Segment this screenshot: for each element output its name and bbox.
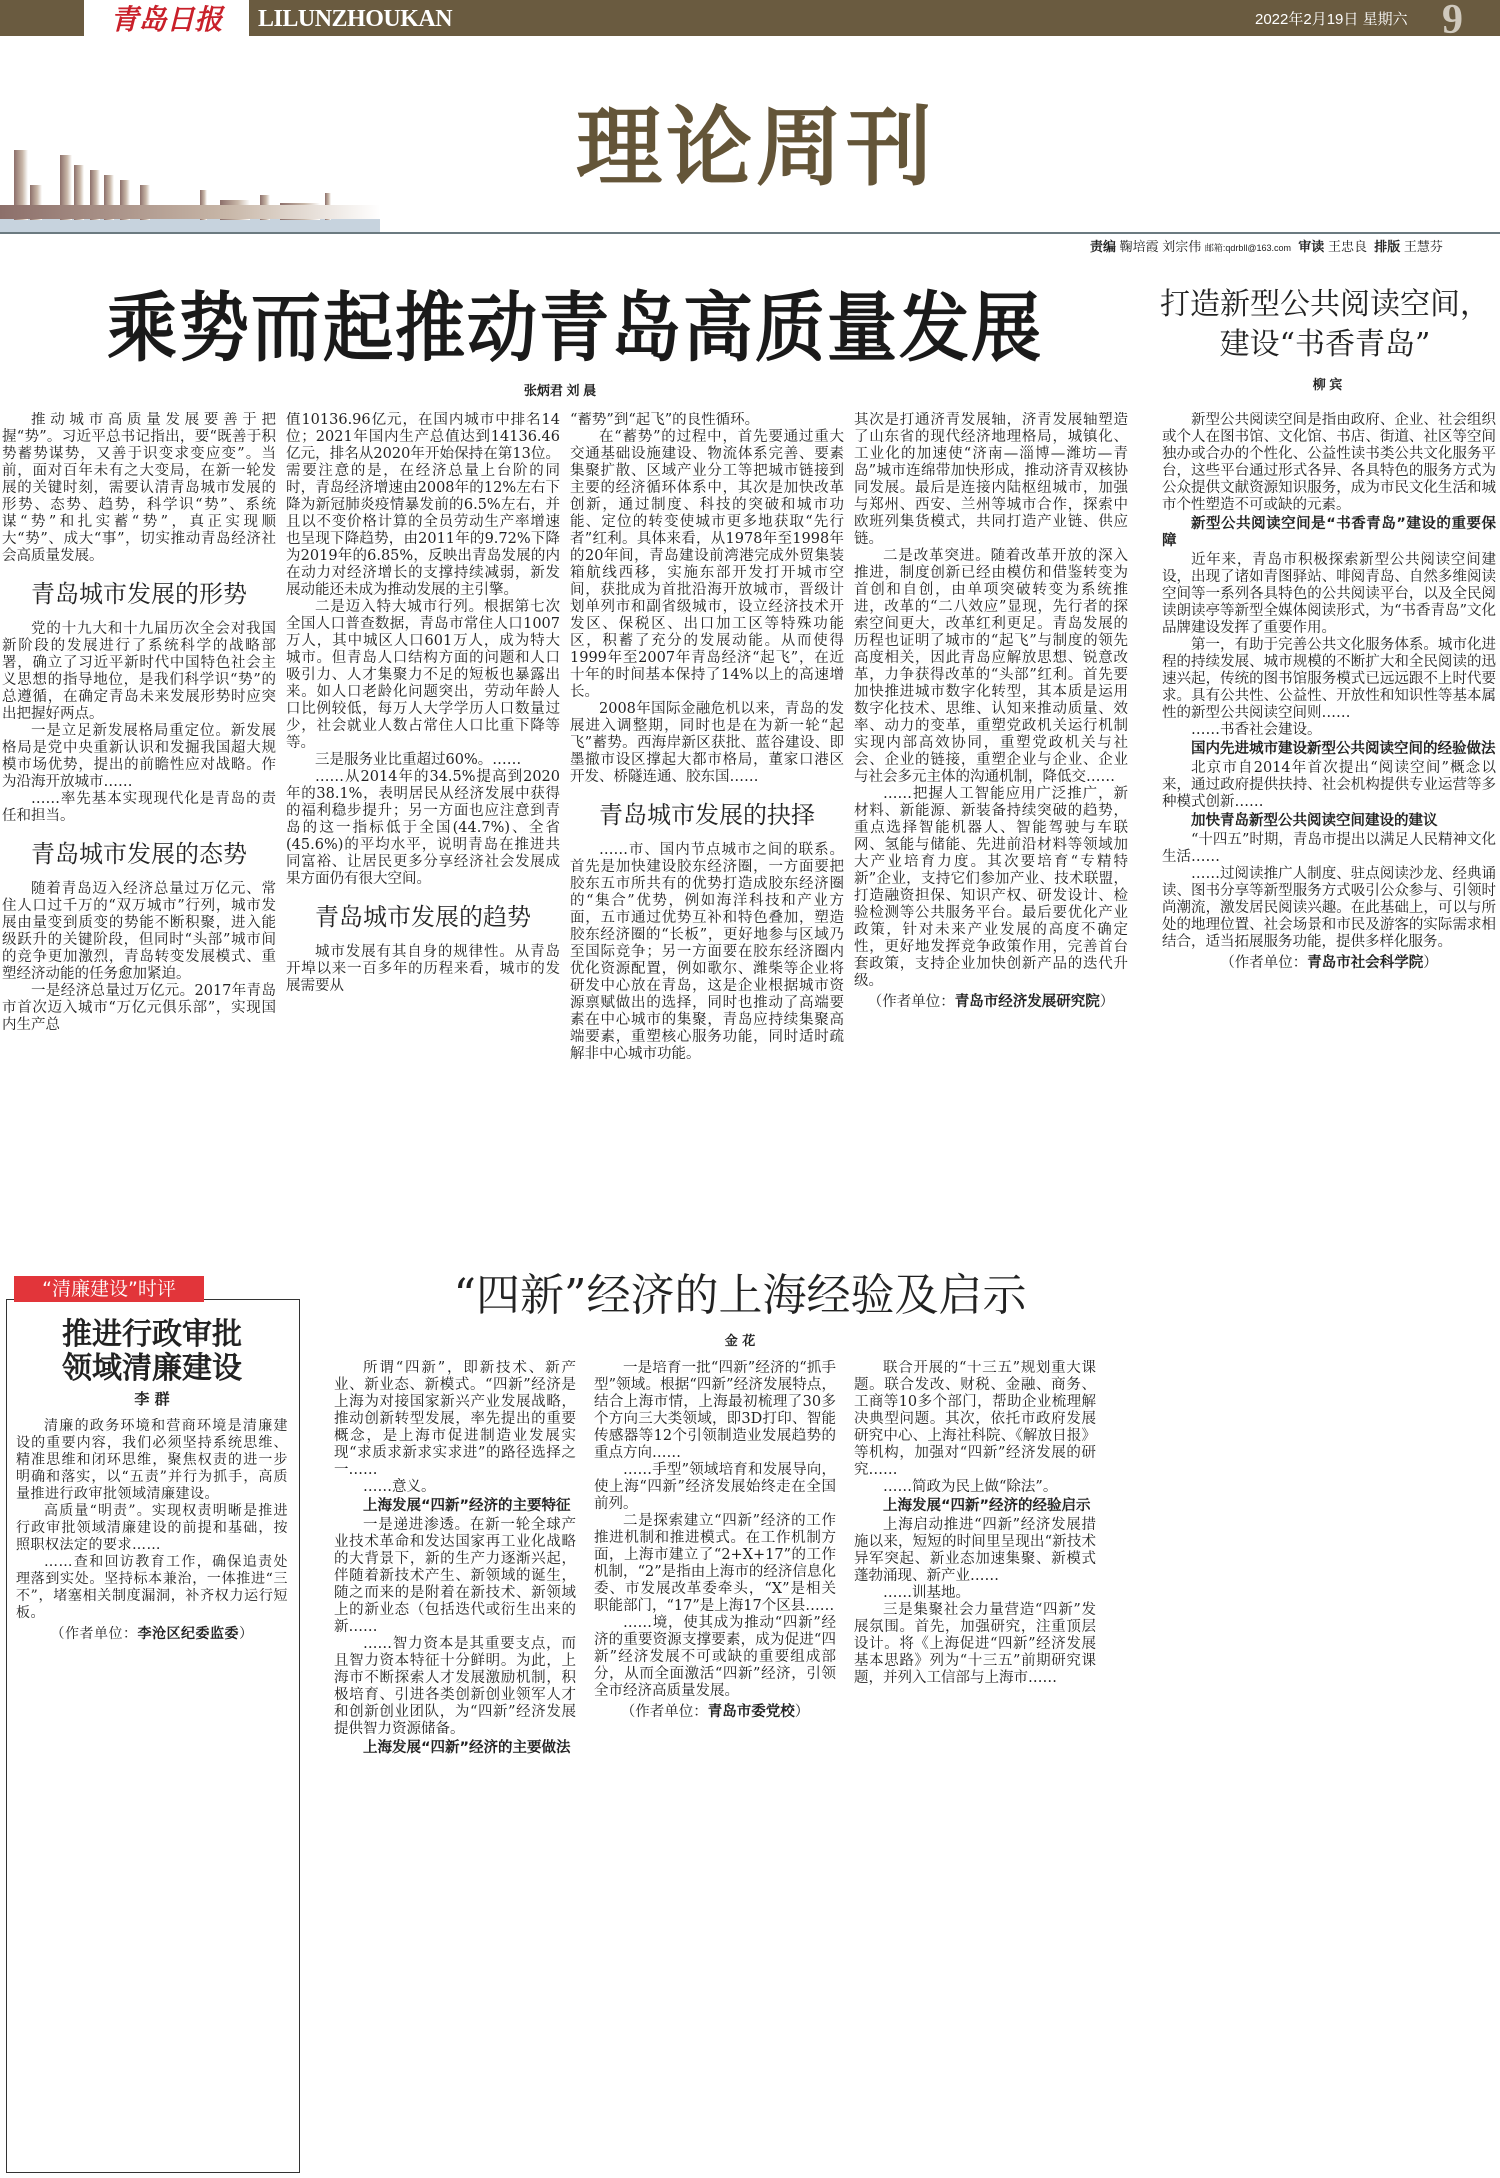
paragraph: 城市发展有其自身的规律性。从青岛开埠以来一百多年的历程来看，城市的发展需要从 (286, 944, 560, 994)
paragraph: 三是服务业比重超过60%。…… (315, 752, 522, 768)
paragraph: 其次是打通济青发展轴，济青发展轴塑造了山东省的现代经济地理格局，城镇化、工业化的加速使“济南—淄博—潍坊—青岛”城市连绵带加快形成，推动济青双核协同发展。最后是连接内陆枢纽城市，加强与郑州、西安、兰州等城市合作，探索中欧班列集货模式，共同打造产业链、供应链。 (854, 412, 1128, 547)
paragraph: ……境，使其成为推动“四新”经济的重要资源支撑要素，成为促进“四新”经济发展不可或缺的重要组成部分，从而全面激活“四新”经济，引领全市经济高质量发展。 (594, 1615, 836, 1699)
side-article-title (1150, 285, 1500, 365)
subsection-heading: 加快青岛新型公共阅读空间建设的建议 (1191, 813, 1438, 829)
city-skyline-image (0, 145, 380, 233)
paragraph: ……训基地。 (883, 1585, 970, 1601)
paragraph: 第一，有助于完善公共文化服务体系。城市化进程的持续发展、城市规模的不断扩大和全民阅读的迅速兴起，传统的图书馆服务模式已远远跟不上时代要求。具有公共性、公益性、开放性和知识性等基本属性的新型公共阅读空间则…… (1162, 637, 1496, 721)
affiliation-label: （作者单位： (620, 1704, 708, 1720)
side-article-byline: 柳 宾 (1312, 377, 1343, 392)
commentary-title-line2: 领域清廉建设 (62, 1351, 242, 1386)
paragraph: 随着青岛迈入经济总量过万亿元、常住人口过千万的“双万城市”行列，城市发展由量变到质变的势能不断积聚，进入能级跃升的关键阶段，但同时“头部”城市间的竞争更加激烈，青岛转变发展模式、重塑经济动能的任务愈加紧迫。 (2, 881, 276, 982)
editor-email: 邮箱:qdrbll@163.com (1204, 243, 1292, 253)
paragraph: 一是立足新发展格局重定位。新发展格局是党中央重新认识和发掘我国超大规模市场优势，提出的前瞻性应对战略。作为沿海开放城市…… (2, 723, 276, 790)
affiliation-label: （作者单位： (867, 994, 955, 1010)
author-affiliation (594, 1704, 836, 1721)
paragraph: 联合开展的“十三五”规划重大课题。联合发改、财税、金融、商务、工商等10多个部门，帮助企业梳理解决典型问题。其次，依托市政府发展研究中心、上海社科院、《解放日报》等机构，加强对“四新”经济发展的研究…… (854, 1360, 1096, 1478)
commentary-author: 李 群 (134, 1390, 170, 1408)
paragraph: ……简政为民上做“除法”。 (883, 1479, 1058, 1495)
paragraph: 所谓“四新”，即新技术、新产业、新业态、新模式。“四新”经济是上海为对接国家新兴产业发展战略，推动创新转型发展，率先提出的重要概念，是上海市促进制造业发展实现“求质求新求实求进”的路径选择之一…… (334, 1360, 576, 1478)
affiliation-close: ） (1099, 994, 1115, 1010)
affiliation-close: ） (239, 1626, 254, 1642)
newspaper-logo: 青岛日报 (84, 0, 249, 42)
paragraph: “蓄势”到“起飞”的良性循环。 (570, 412, 760, 428)
section-heading: 青岛城市发展的趋势 (315, 903, 531, 931)
paragraph: “十四五”时期，青岛市提出以满足人民精神文化生活…… (1162, 832, 1496, 865)
paragraph: 近年来，青岛市积极探索新型公共阅读空间建设，出现了诸如青图驿站、啡阅青岛、自然多维阅读空间等一系列各具特色的公共阅读平台，以及全民阅读朗读亭等新型全媒体阅读形式，为“书香青岛”文化品牌建设发挥了重要作用。 (1162, 552, 1496, 636)
section-heading: 青岛城市发展的形势 (31, 580, 247, 608)
editor-names: 鞠培霞 刘宗伟 (1119, 239, 1202, 254)
paragraph: 北京市自2014年首次提出“阅读空间”概念以来，通过政府提供扶持、社会机构提供专业运营等多种模式创新…… (1162, 760, 1496, 810)
paragraph: ……从2014年的34.5%提高到2020年的38.1%，表明居民从经济发展中获得的福利稳步提升；另一方面也应注意到青岛的这一指标低于全国(44.7%)、全省(45.6%)的平均水平，说明青岛在推进共同富裕、让居民更多分享经济社会发展成果方面仍有很大空间。 (286, 769, 560, 887)
proof-label: 审读 (1298, 239, 1325, 254)
header-divider (0, 232, 1500, 234)
layout-name: 王慧芬 (1403, 239, 1443, 254)
page-number: 9 (1442, 0, 1463, 43)
affiliation-label: （作者单位： (1220, 955, 1308, 971)
layout-label: 排版 (1374, 239, 1401, 254)
affiliation-close: ） (794, 1704, 810, 1720)
paragraph: 2008年国际金融危机以来，青岛的发展进入调整期，同时也是在为新一轮“起飞”蓄势。西海岸新区获批、蓝谷建设、即墨撤市设区撑起大都市格局，董家口港区开发、桥隧连通、胶东国…… (570, 701, 844, 785)
paragraph: 高质量“明责”。实现权责明晰是推进行政审批领域清廉建设的前提和基础，按照职权法定的要求…… (16, 1503, 288, 1553)
paragraph: 新型公共阅读空间是指由政府、企业、社会组织或个人在图书馆、文化馆、书店、街道、社区等空间独办或合办的个性化、公益性读书类公共文化服务平台，这些平台通过形式各异、各具特色的服务方式为公众提供文献资源知识服务，成为市民文化生活和城市个性塑造不可或缺的元素。 (1162, 412, 1496, 513)
subsection-heading: 新型公共阅读空间是“书香青岛”建设的重要保障 (1162, 516, 1496, 549)
paragraph: 推动城市高质量发展要善于把握“势”。习近平总书记指出，要“既善于积势蓄势谋势，又善于识变求变应变”。当前，面对百年未有之大变局，在新一轮发展的关键时刻，需要认清青岛城市发展的形势、态势、趋势，科学识“势”、系统谋“势”和扎实蓄“势”，真正实现顺大“势”、成大“事”，切实推动青岛经济社会高质量发展。 (2, 412, 276, 564)
subsection-heading: 上海发展“四新”经济的主要做法 (363, 1740, 571, 1756)
paragraph: 二是迈入特大城市行列。根据第七次全国人口普查数据，青岛市常住人口1007万人，其中城区人口601万人，成为特大城市。但青岛人口结构方面的问题和人口吸引力、人才集聚力不足的短板也暴露出来。如人口老龄化问题突出，劳动年龄人口比例较低，每万人大学学历人口数量过少，社会就业人数占常住人口比重下降等等。 (286, 599, 560, 751)
subsection-heading: 上海发展“四新”经济的经验启示 (883, 1498, 1091, 1514)
main-column-2 (286, 412, 560, 1220)
section-pinyin: LILUNZHOUKAN (258, 6, 453, 32)
section-heading: 青岛城市发展的态势 (31, 840, 247, 868)
paragraph: ……书香社会建设。 (1191, 722, 1322, 738)
four-new-column-2 (594, 1360, 836, 2174)
main-headline: 乘势而起推动青岛高质量发展 (107, 282, 1043, 373)
issue-date: 2022年2月19日 星期六 (1255, 11, 1408, 28)
author-affiliation (16, 1626, 288, 1643)
paragraph: 值10136.96亿元，在国内城市中排名14位；2021年国内生产总值达到14136.46亿元，排名从2020年开始保持在第13位。需要注意的是，在经济总量上台阶的同时，青岛经济增速由2008年的12%左右下降为新冠肺炎疫情暴发前的6.5%左右，并且以不变价格计算的全员劳动生产率增速也呈现下降趋势，由2011年的9.72%下降为2019年的6.85%，反映出青岛发展的内在动力对经济增长的支撑持续减弱，新发展动能还未成为推动发展的主引擎。 (286, 412, 560, 598)
subsection-heading: 国内先进城市建设新型公共阅读空间的经验做法 (1191, 741, 1496, 757)
four-new-column-1 (334, 1360, 576, 2174)
paragraph: 上海启动推进“四新”经济发展措施以来，短短的时间里呈现出“新技术异军突起、新业态加速集聚、新模式蓬勃涌现、新产业…… (854, 1517, 1096, 1584)
paragraph: ……率先基本实现现代化是青岛的责任和担当。 (2, 791, 276, 824)
commentary-title (6, 1318, 298, 1386)
commentary-tag: “清廉建设”时评 (14, 1276, 204, 1302)
affiliation-label: （作者单位： (50, 1626, 138, 1642)
paragraph: 清廉的政务环境和营商环境是清廉建设的重要内容，我们必须坚持系统思维、精准思维和闭环思维，聚焦权责的进一步明确和落实，以“五责”并行为抓手，高质量推进行政审批领域清廉建设。 (16, 1418, 288, 1502)
paragraph: ……智力资本是其重要支点，而且智力资本特征十分鲜明。为此，上海市不断探索人才发展激励机制，积极培育、引进各类创新创业领军人才和创新创业团队，为“四新”经济发展提供智力资源储备。 (334, 1636, 576, 1737)
section-heading: 青岛城市发展的抉择 (599, 801, 815, 829)
affiliation-close: ） (1423, 955, 1438, 971)
paragraph: 一是递进渗透。在新一轮全球产业技术革命和发达国家再工业化战略的大背景下，新的生产力逐渐兴起，伴随着新技术产生、新领域的诞生，随之而来的是附着在新技术、新领域上的新业态（包括迭代或衍生出来的新…… (334, 1517, 576, 1635)
author-affiliation (1162, 955, 1496, 972)
four-new-author: 金 花 (724, 1334, 756, 1349)
editor-label: 责编 (1090, 239, 1117, 254)
main-byline: 张炳君 刘 晨 (523, 383, 597, 398)
paragraph: ……手型”领域培育和发展导向，使上海“四新”经济发展始终走在全国前列。 (594, 1462, 836, 1512)
affiliation-org: 李沧区纪委监委 (137, 1626, 239, 1642)
affiliation-org: 青岛市社会科学院 (1307, 955, 1424, 971)
affiliation-org: 青岛市经济发展研究院 (954, 994, 1100, 1010)
subsection-heading: 上海发展“四新”经济的主要特征 (363, 1498, 571, 1514)
author-affiliation (854, 994, 1128, 1011)
main-column-1 (2, 412, 276, 1220)
paragraph: 一是经济总量过万亿元。2017年青岛市首次迈入城市“万亿元俱乐部”，实现国内生产总 (2, 983, 276, 1033)
affiliation-org: 青岛市委党校 (707, 1704, 795, 1720)
paragraph: ……把握人工智能应用广泛推广，新材料、新能源、新装备持续突破的趋势，重点选择智能机器人、智能驾驶与车联网、氢能与储能、先进前沿材料等领域加大产业培育力度。其次要培育“专精特新”企业，支持它们参加产业、技术联盟，打造融资担保、知识产权、研发设计、检验检测等公共服务平台。最后要优化产业政策，针对未来产业发展的高度不确定性，更好地发挥竞争政策作用，完善首台套政策，支持企业加快创新产品的迭代升级。 (854, 786, 1128, 989)
paragraph: ……市、国内节点城市之间的联系。首先是加快建设胶东经济圈，一方面要把胶东五市所共有的优势打造成胶东经济圈的“集合”优势，例如海洋科技和产业方面，五市通过优势互补和特色叠加，塑造胶东经济圈的“长板”，更好地参与区域乃至国际竞争；另一方面要在胶东经济圈内优化资源配置，例如歌尔、潍柴等企业将研发中心放在青岛，这是企业根据城市资源禀赋做出的选择，同时也推动了高端要素在中心城市的集聚，青岛应持续集聚高端要素，重塑核心服务功能，同时适时疏解非中心城市功能。 (570, 842, 844, 1062)
paragraph: 二是探索建立“四新”经济的工作推进机制和推进模式。在工作机制方面，上海市建立了“2+X+17”的工作机制，“2”是指由上海市的经济信息化委、市发展改革委牵头，“X”是相关职能部门，“17”是上海17个区县…… (594, 1513, 836, 1614)
main-column-3 (570, 412, 844, 1220)
side-title-line1: 打造新型公共阅读空间， (1160, 287, 1490, 322)
paragraph: 一是培育一批“四新”经济的“抓手型”领域。根据“四新”经济发展特点，结合上海市情，上海最初梳理了30多个方向三大类领域，即3D打印、智能传感器等12个引领制造业发展趋势的重点方向…… (594, 1360, 836, 1461)
paragraph: 党的十九大和十九届历次全会对我国新阶段的发展进行了系统科学的战略部署，确立了习近平新时代中国特色社会主义思想的指导地位，是我们科学识“势”的总遵循，在确定青岛未来发展形势时应突出把握好两点。 (2, 621, 276, 722)
section-title: 理论周刊 (576, 97, 936, 198)
editor-credits (1090, 236, 1443, 255)
paragraph: ……过阅读推广人制度、驻点阅读沙龙、经典诵读、图书分享等新型服务方式吸引公众参与、引领时尚潮流，激发居民阅读兴趣。在此基础上，可以与所处的地理位置、社会场景和市民及游客的实际需求相结合，适当拓展服务功能，提供多样化服务。 (1162, 866, 1496, 950)
paragraph: 三是集聚社会力量营造“四新”发展氛围。首先，加强研究，注重顶层设计。将《上海促进“四新”经济发展基本思路》列为“十三五”前期研究课题，并列入工信部与上海市…… (854, 1602, 1096, 1686)
commentary-body (16, 1418, 288, 2168)
four-new-headline: “四新”经济的上海经验及启示 (453, 1270, 1027, 1321)
paragraph: ……查和回访教育工作，确保追责处理落到实处。坚持标本兼治，一体推进“三不”，堵塞相关制度漏洞，补齐权力运行短板。 (16, 1554, 288, 1621)
main-column-4 (854, 412, 1128, 1220)
paragraph: ……意义。 (363, 1479, 436, 1495)
proof-name: 王忠良 (1327, 239, 1367, 254)
commentary-title-line1: 推进行政审批 (62, 1317, 242, 1352)
paragraph: 在“蓄势”的过程中，首先要通过重大交通基础设施建设、物流体系完善、要素集聚扩散、区域产业分工等把城市链接到主要的经济循环体系中，其次是加快改革创新，通过制度、科技的突破和城市功能、定位的转变使城市更多地获取“先行者”红利。具体来看，从1978年至1998年的20年间，青岛建设前湾港完成外贸集装箱航线西移，实施东部开发打开城市空间，获批成为首批沿海开放城市，晋级计划单列市和副省级城市，设立经济技术开发区、保税区、出口加工区等特殊功能区，积蓄了充分的发展动能。从而使得1999年至2007年青岛经济“起飞”，在近十年的时间基本保持了14%以上的高速增长。 (570, 429, 844, 700)
side-article-body (1162, 412, 1496, 2174)
paragraph: 二是改革突进。随着改革开放的深入推进，制度创新已经由模仿和借鉴转变为首创和自创，由单项突破转变为系统推进，改革的“二八效应”显现，先行者的探索空间更大，改革红利更足。青岛发展的历程也证明了城市的“起飞”与制度的领先高度相关，因此青岛应解放思想、锐意改革，力争获得改革的“头部”红利。首先要加快推进城市数字化转型，其本质是运用数字化技术、思维、认知来推动质量、效率、动力的变革，重塑党政机关运行机制实现内部高效协同，重塑党政机关与社会、企业的链接，重塑企业与企业、企业与社会多元主体的沟通机制，降低交…… (854, 548, 1128, 785)
four-new-column-3 (854, 1360, 1096, 2174)
side-title-line2: 建设“书香青岛” (1219, 327, 1431, 362)
